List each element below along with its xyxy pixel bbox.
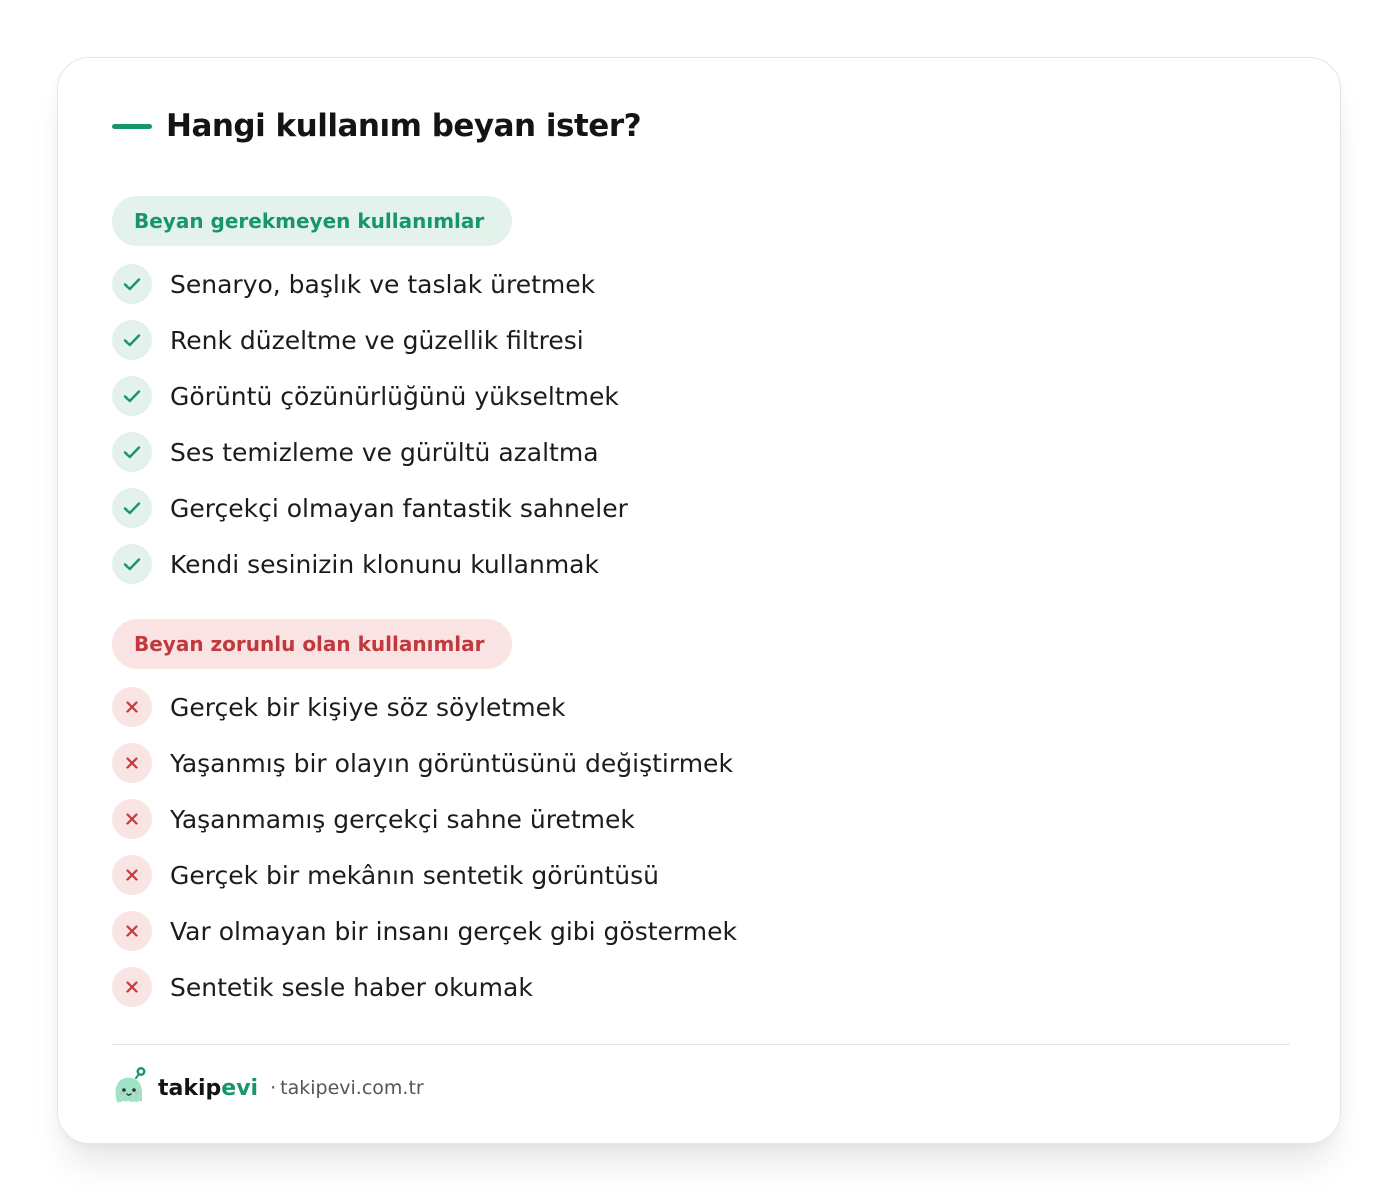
brand-name-part2: evi xyxy=(221,1075,259,1101)
cross-icon xyxy=(112,911,152,951)
allowed-item xyxy=(112,312,628,368)
allowed-list xyxy=(112,256,628,592)
title-accent-bar xyxy=(112,124,152,129)
cross-icon xyxy=(112,855,152,895)
allowed-item-text: Senaryo, başlık ve taslak üretmek xyxy=(170,269,596,299)
allowed-item-text: Kendi sesinizin klonunu kullanmak xyxy=(170,549,599,579)
allowed-item-text: Gerçekçi olmayan fantastik sahneler xyxy=(170,493,628,523)
check-icon xyxy=(112,432,152,472)
footer xyxy=(110,1066,424,1110)
brand-name-part1: takip xyxy=(158,1075,222,1101)
allowed-item xyxy=(112,424,628,480)
required-item xyxy=(112,791,737,847)
check-icon xyxy=(112,264,152,304)
check-icon xyxy=(112,320,152,360)
required-item-text: Yaşanmamış gerçekçi sahne üretmek xyxy=(170,804,635,834)
allowed-item xyxy=(112,368,628,424)
footer-url[interactable]: takipevi.com.tr xyxy=(280,1077,424,1099)
required-item xyxy=(112,903,737,959)
cross-icon xyxy=(112,967,152,1007)
footer-separator: · xyxy=(270,1077,277,1099)
required-item xyxy=(112,959,737,1015)
allowed-item-text: Görüntü çözünürlüğünü yükseltmek xyxy=(170,381,619,411)
required-item xyxy=(112,847,737,903)
cross-icon xyxy=(112,799,152,839)
required-item-text: Var olmayan bir insanı gerçek gibi göstermek xyxy=(170,916,737,946)
title-row xyxy=(112,104,641,148)
allowed-item-text: Ses temizleme ve gürültü azaltma xyxy=(170,437,599,467)
required-item xyxy=(112,679,737,735)
required-section-badge: Beyan zorunlu olan kullanımlar xyxy=(112,619,512,669)
allowed-item xyxy=(112,536,628,592)
required-item-text: Gerçek bir kişiye söz söyletmek xyxy=(170,692,566,722)
check-icon xyxy=(112,488,152,528)
brand-name xyxy=(158,1076,258,1101)
required-item-text: Gerçek bir mekânın sentetik görüntüsü xyxy=(170,860,660,890)
footer-divider xyxy=(112,1044,1290,1045)
mascot-logo-icon xyxy=(110,1066,148,1110)
required-item-text: Yaşanmış bir olayın görüntüsünü değiştirmek xyxy=(170,748,733,778)
cross-icon xyxy=(112,687,152,727)
check-icon xyxy=(112,544,152,584)
required-item-text: Sentetik sesle haber okumak xyxy=(170,972,533,1002)
allowed-item xyxy=(112,480,628,536)
allowed-section-badge: Beyan gerekmeyen kullanımlar xyxy=(112,196,512,246)
allowed-item-text: Renk düzeltme ve güzellik filtresi xyxy=(170,325,584,355)
page-title: Hangi kullanım beyan ister? xyxy=(166,108,642,144)
check-icon xyxy=(112,376,152,416)
allowed-item xyxy=(112,256,628,312)
info-card xyxy=(57,57,1341,1144)
required-item xyxy=(112,735,737,791)
required-list xyxy=(112,679,737,1015)
cross-icon xyxy=(112,743,152,783)
